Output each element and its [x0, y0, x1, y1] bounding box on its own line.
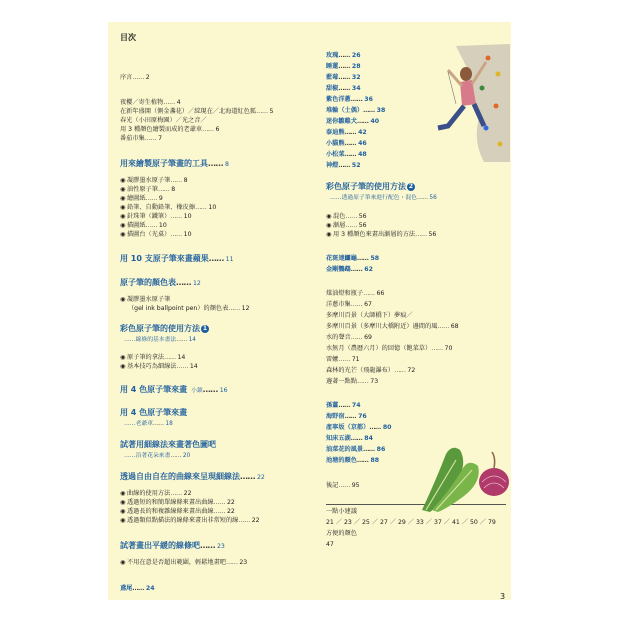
bullet-icon: ◉: [120, 204, 126, 211]
toc-page-number: 80: [380, 424, 392, 431]
leader-dots: ……: [153, 421, 164, 427]
toc-entry[interactable]: [120, 472, 265, 483]
toc-entry-title: 試著畫出平緩的線條吧: [120, 541, 200, 550]
toc-page-number: 48: [355, 151, 367, 158]
leader-dots: ……: [228, 305, 240, 312]
leader-dots: ……: [170, 231, 182, 238]
toc-entry-title: 凝膠墨水原子筆: [127, 296, 171, 303]
leader-dots: ……: [195, 204, 207, 211]
toc-page-number: 22: [225, 499, 235, 506]
leader-dots: ……: [238, 517, 250, 524]
toc-entry-title: 花斑連鱷龜: [326, 255, 357, 262]
toc-entry[interactable]: [326, 85, 361, 93]
leader-dots: ……: [356, 457, 369, 464]
toc-entry-title: 後記: [326, 482, 339, 489]
toc-page-number: 16: [217, 387, 228, 394]
toc-entry-title: 夜櫻／寄生植物: [120, 99, 164, 106]
toc-entry-title: 彩色原子筆的使用方法: [326, 182, 406, 191]
leader-dots: ……: [256, 108, 268, 115]
toc-entry[interactable]: [120, 231, 192, 239]
toc-entry-title: 原子筆的拿法: [127, 354, 165, 361]
toc-entry-title: 透過自由自在的曲線來呈現細線法: [120, 472, 240, 481]
toc-entry[interactable]: [326, 63, 361, 71]
toc-page-number: 12: [191, 280, 201, 287]
leader-dots: ……: [213, 508, 225, 515]
toc-entry[interactable]: [326, 413, 367, 421]
toc-page-number: 38: [374, 107, 386, 114]
leader-dots: ……: [202, 385, 218, 394]
toc-entry[interactable]: [120, 213, 192, 221]
toc-entry-title: 原子筆的顏色表: [120, 278, 176, 287]
leader-dots: ……: [176, 363, 188, 370]
toc-entry[interactable]: [326, 446, 385, 454]
toc-page-number: 71: [349, 356, 360, 363]
toc-page-number: 22: [181, 490, 192, 497]
page-number: 3: [500, 592, 506, 600]
toc-page-number: 76: [355, 413, 367, 420]
toc-entry[interactable]: [120, 222, 167, 230]
leader-dots: ……: [240, 472, 255, 481]
toc-entry-title: 一點小建議: [326, 508, 357, 515]
toc-entry[interactable]: [326, 151, 367, 159]
toc-entry[interactable]: [120, 559, 247, 567]
leader-dots: ……: [345, 213, 357, 220]
toc-entry[interactable]: [120, 585, 155, 593]
toc-entry-title: 小松菜: [326, 151, 345, 158]
toc-entry-title: 用 3 種顏色繪製而成的老爺車: [120, 126, 203, 133]
toc-entry[interactable]: [326, 52, 361, 60]
leader-dots: ……: [363, 446, 375, 453]
toc-entry[interactable]: [124, 336, 196, 344]
toc-page-number: 12: [239, 305, 250, 312]
leader-dots: ……: [356, 378, 369, 385]
toc-page-number: 26: [349, 52, 361, 59]
toc-page-number: 24: [143, 585, 155, 592]
toc-entry-title: 鉛筆、自動鉛筆、橡皮擦: [127, 204, 196, 211]
toc-entry-title: 繪圖紙: [127, 195, 146, 202]
bullet-icon: ◉: [120, 490, 126, 497]
leader-dots: ……: [132, 585, 144, 592]
toc-page-number: 5: [267, 108, 274, 115]
toc-entry[interactable]: [120, 254, 234, 265]
leader-dots: ……: [344, 129, 356, 136]
toc-entry-title: 多摩川百景（多摩川大橋附近）邊間的風: [326, 323, 438, 330]
toc-entry-title: 迷你雛雞犬: [326, 118, 357, 125]
leader-dots: ……: [350, 266, 363, 273]
toc-entry[interactable]: [326, 140, 367, 148]
toc-entry-title: 神燈: [326, 162, 339, 169]
leader-dots: ……: [208, 159, 223, 168]
leader-dots: ……: [338, 402, 350, 409]
toc-page-number: 86: [374, 446, 386, 453]
leader-dots: ……: [350, 435, 363, 442]
leader-dots: ……: [170, 177, 182, 184]
toc-title: 目次: [120, 33, 136, 42]
toc-page-number: 2: [143, 74, 150, 81]
leader-dots: ……: [338, 356, 350, 363]
toc-page-number: 9: [156, 195, 163, 202]
leader-dots: ……: [176, 278, 191, 287]
toc-entry[interactable]: [326, 482, 360, 490]
toc-entry[interactable]: [326, 519, 496, 527]
leader-dots: ……: [338, 162, 350, 169]
bullet-icon: ◉: [120, 559, 126, 566]
leader-dots: ……: [132, 74, 144, 81]
toc-entry[interactable]: [120, 135, 162, 143]
toc-entry[interactable]: [120, 126, 219, 134]
toc-entry[interactable]: [120, 117, 207, 125]
toc-entry-title: 邊著一點點: [326, 378, 357, 385]
toc-entry-title: 金剛鸚鵡: [326, 266, 351, 273]
toc-page-number: 28: [349, 63, 361, 70]
toc-page-number: 56: [356, 213, 367, 220]
toc-entry-title: 油菜花的風景: [326, 446, 364, 453]
toc-entry-title: 方便的顏色: [326, 530, 357, 537]
toc-page-number: 8: [223, 161, 229, 168]
toc-entry-title: 孫薑: [326, 402, 339, 409]
toc-entry[interactable]: [326, 222, 367, 230]
toc-page-number: 22: [255, 474, 265, 481]
toc-entry[interactable]: [120, 440, 216, 450]
toc-entry-title: 知床五湖: [326, 435, 351, 442]
toc-entry-title: 曲線的使用方法: [127, 490, 171, 497]
toc-entry[interactable]: [120, 517, 260, 525]
leader-dots: ……: [208, 254, 224, 263]
toc-entry[interactable]: [326, 255, 379, 263]
leader-dots: ……: [338, 52, 350, 59]
leader-dots: ……: [350, 334, 363, 341]
toc-entry[interactable]: [326, 435, 373, 443]
toc-entry-title: 47: [326, 541, 334, 548]
leader-dots: ……: [344, 151, 356, 158]
toc-page-number: 18: [163, 421, 173, 427]
toc-page-number: 56: [356, 222, 367, 229]
leader-dots: ……: [144, 135, 157, 142]
leader-dots: ……: [344, 140, 356, 147]
toc-entry-title: 藍莓: [326, 74, 339, 81]
toc-entry[interactable]: [120, 354, 185, 362]
toc-entry[interactable]: [326, 334, 372, 342]
toc-entry-title: 水的聲音: [326, 334, 351, 341]
leader-dots: ……: [176, 337, 187, 343]
leader-dots: ……: [437, 323, 449, 330]
toc-entry[interactable]: [120, 99, 181, 107]
bullet-icon: ◉: [120, 195, 126, 202]
bullet-icon: ◉: [120, 296, 126, 303]
toc-entry-title: 針珠筆（鐵筆）: [127, 213, 171, 220]
toc-entry[interactable]: [330, 194, 437, 202]
toc-entry-title: 番茄市集: [120, 135, 145, 142]
leader-dots: ……: [170, 453, 181, 459]
bullet-icon: ◉: [326, 222, 332, 229]
toc-entry-title: 透過長的和複雜線條來畫出曲線: [127, 508, 214, 515]
toc-page-number: 84: [362, 435, 373, 442]
toc-page-number: 8: [181, 177, 188, 184]
toc-entry-title: 池塘的顏色: [326, 457, 357, 464]
bullet-icon: ◉: [120, 508, 126, 515]
leader-dots: ……: [350, 96, 363, 103]
leader-dots: ……: [350, 301, 363, 308]
toc-entry-title: 煤油燈和瓶子: [326, 290, 364, 297]
bullet-icon: ◉: [120, 213, 126, 220]
toc-entry[interactable]: [120, 508, 235, 516]
toc-page-number: 14: [175, 354, 186, 361]
toc-entry-title: 春光（小田原梅園）／光之音／: [120, 117, 207, 124]
toc-entry[interactable]: [124, 452, 190, 460]
leader-dots: ……: [416, 195, 428, 201]
bullet-icon: ◉: [120, 222, 126, 229]
bullet-icon: ◉: [326, 213, 332, 220]
toc-entry[interactable]: [326, 118, 379, 126]
toc-entry-title: 基本技巧為細線法: [127, 363, 177, 370]
toc-entry[interactable]: [120, 159, 229, 170]
toc-page-number: 62: [362, 266, 373, 273]
toc-entry-title: 睡蓮: [326, 63, 339, 70]
toc-entry[interactable]: [326, 356, 360, 364]
toc-entry-title: 產寧坂（京都）: [326, 424, 370, 431]
toc-page-number: 8: [169, 186, 176, 193]
toc-entry-title: 21 ／ 23 ／ 25 ／ 27 ／ 29 ／ 33 ／ 37 ／ 41 ／ 50 ／ 79: [326, 519, 496, 526]
leader-dots: ……: [145, 195, 157, 202]
toc-entry-title: ……沿著花朵來畫: [124, 453, 171, 459]
toc-page-number: 32: [349, 74, 361, 81]
toc-entry[interactable]: [326, 301, 372, 309]
leader-dots: ……: [344, 413, 356, 420]
toc-entry[interactable]: [326, 129, 367, 137]
leader-dots: ……: [338, 85, 350, 92]
toc-page-number: 52: [349, 162, 361, 169]
bullet-icon: ◉: [120, 354, 126, 361]
leader-dots: ……: [163, 99, 175, 106]
toc-entry[interactable]: [120, 278, 201, 289]
leader-dots: ……: [345, 222, 357, 229]
toc-entry-title: 凝膠墨水原子筆: [127, 177, 171, 184]
toc-page-number: 40: [368, 118, 380, 125]
toc-entry-title: 多摩川百景（大師橋下）夢痕／: [326, 312, 413, 319]
leader-dots: ……: [170, 490, 182, 497]
toc-entry[interactable]: [326, 312, 413, 320]
toc-page-number: 34: [349, 85, 361, 92]
toc-page-number: 74: [349, 402, 361, 409]
toc-entry-title: 在新年盛開（側金盞花）／綻現在／北海道紅色狐: [120, 108, 257, 115]
leader-dots: ……: [145, 222, 157, 229]
toc-page-number: 10: [181, 213, 192, 220]
toc-entry[interactable]: [326, 107, 385, 115]
toc-page-number: 42: [355, 129, 367, 136]
toc-entry[interactable]: [120, 108, 273, 116]
toc-page-number: 58: [368, 255, 380, 262]
toc-entry-title: 用 3 種顏色來畫出漸層的方法: [333, 231, 416, 238]
toc-entry-subtitle: 小鎮: [191, 388, 203, 394]
toc-page-number: 10: [206, 204, 217, 211]
toc-entry[interactable]: [326, 96, 373, 104]
toc-entry[interactable]: [326, 367, 415, 375]
toc-entry[interactable]: [120, 324, 209, 334]
toc-page-number: 10: [181, 231, 192, 238]
toc-entry[interactable]: [120, 499, 235, 507]
leader-dots: ……: [170, 213, 182, 220]
bullet-icon: ◉: [326, 231, 332, 238]
toc-page-number: 36: [362, 96, 373, 103]
toc-entry[interactable]: [326, 378, 378, 386]
toc-page-number: 73: [368, 378, 379, 385]
toc-entry[interactable]: [120, 363, 198, 371]
toc-entry-title: 堆輪（土偶）: [326, 107, 364, 114]
toc-entry[interactable]: [326, 508, 357, 516]
bullet-icon: ◉: [120, 517, 126, 524]
leader-dots: ……: [202, 126, 214, 133]
leader-dots: ……: [338, 63, 350, 70]
toc-entry-title: 泰迪熊: [326, 129, 345, 136]
leader-dots: ……: [363, 107, 375, 114]
toc-entry-title: 洋蔥市集: [326, 301, 351, 308]
toc-entry-title: 用 10 支原子筆來畫蘋果: [120, 254, 209, 263]
toc-entry-title: 用 4 色原子筆來畫: [120, 408, 188, 417]
toc-entry[interactable]: [326, 162, 361, 170]
toc-page-number: 46: [355, 140, 367, 147]
toc-entry[interactable]: [326, 290, 384, 298]
toc-page-number: 70: [442, 345, 453, 352]
toc-entry[interactable]: [120, 385, 228, 396]
leader-dots: ……: [157, 186, 170, 193]
toc-entry[interactable]: [128, 305, 250, 313]
toc-entry-title: 漸層: [333, 222, 346, 229]
toc-entry-title: 水無月（農曆六月）的回憶（飽菜草）: [326, 345, 432, 352]
toc-page-number: 67: [362, 301, 372, 308]
toc-entry-title: 油性原子筆: [127, 186, 158, 193]
toc-entry-title: 序言: [120, 74, 133, 81]
toc-entry-title: 海野宿: [326, 413, 345, 420]
toc-entry[interactable]: [326, 74, 361, 82]
toc-entry-title: 森林的光芒（飛龍瀑布）: [326, 367, 395, 374]
toc-entry[interactable]: [326, 266, 373, 274]
bullet-icon: ◉: [120, 231, 126, 238]
leader-dots: ……: [431, 345, 443, 352]
toc-entry-title: 用來繪製原子筆畫的工具: [120, 159, 208, 168]
toc-entry-title: 甜椒: [326, 85, 339, 92]
toc-entry-title: 雷嬤: [326, 356, 339, 363]
toc-page-number: 10: [156, 222, 167, 229]
toc-page-number: 22: [249, 517, 260, 524]
leader-dots: ……: [415, 231, 427, 238]
toc-entry-title: 小貓熊: [326, 140, 345, 147]
toc-entry-title: ……透過原子筆來進行配色・混色: [330, 195, 417, 201]
toc-entry-title: 彩色原子筆的使用方法: [120, 324, 200, 333]
toc-page-number: 22: [225, 508, 235, 515]
toc-page-number: 4: [174, 99, 181, 106]
part-number-badge: 2: [408, 182, 414, 190]
toc-entry[interactable]: [120, 74, 150, 82]
toc-entry[interactable]: [120, 177, 188, 185]
leader-dots: ……: [338, 74, 350, 81]
bullet-icon: ◉: [120, 363, 126, 370]
climber-illustration: [426, 44, 510, 162]
toc-entry-title: 不用在意是否超出範圍，輕鬆地畫吧: [127, 559, 226, 566]
toc-entry[interactable]: [326, 213, 367, 221]
toc-entry-title: 鳶尾: [120, 585, 133, 592]
toc-entry[interactable]: [326, 530, 357, 538]
toc-entry[interactable]: [326, 323, 459, 331]
toc-entry[interactable]: [326, 402, 361, 410]
vegetables-illustration: [416, 440, 511, 512]
toc-page-number: 56: [426, 231, 437, 238]
toc-page-number: 68: [448, 323, 459, 330]
toc-entry-title: 紫色洋蔥: [326, 96, 351, 103]
toc-entry-title: 描圖紙: [127, 222, 146, 229]
bullet-icon: ◉: [120, 186, 126, 193]
toc-entry-title: 透過短的和簡單線條來畫出曲線: [127, 499, 214, 506]
toc-entry[interactable]: [124, 420, 173, 428]
toc-page-number: 7: [156, 135, 163, 142]
toc-page-number: 88: [368, 457, 380, 464]
toc-page-number: 95: [349, 482, 360, 489]
toc-entry[interactable]: [120, 541, 225, 552]
toc-page-number: 69: [362, 334, 372, 341]
leader-dots: ……: [363, 290, 375, 297]
leader-dots: ……: [394, 367, 406, 374]
toc-entry[interactable]: [120, 296, 170, 304]
part-number-badge: 1: [202, 324, 208, 332]
toc-entry-title: ……線條的基本畫法: [124, 337, 177, 343]
toc-entry[interactable]: [326, 424, 391, 432]
toc-page-number: 14: [187, 363, 198, 370]
leader-dots: ……: [213, 499, 225, 506]
toc-entry[interactable]: [120, 195, 163, 203]
toc-entry[interactable]: [326, 345, 452, 353]
toc-entry[interactable]: [120, 408, 187, 418]
leader-dots: ……: [356, 118, 369, 125]
toc-page-number: 20: [180, 453, 191, 459]
toc-entry-title: 試著用細線法來畫著色圖吧: [120, 440, 216, 449]
toc-entry-title: 用 4 色原子筆來畫: [120, 385, 188, 394]
toc-entry[interactable]: [326, 231, 436, 239]
toc-entry-title: ……老爺車: [124, 421, 153, 427]
leader-dots: ……: [369, 424, 381, 431]
toc-entry-title: 混色: [333, 213, 346, 220]
toc-entry[interactable]: [326, 182, 415, 192]
toc-page-number: 11: [223, 256, 234, 263]
leader-dots: ……: [338, 482, 350, 489]
leader-dots: ……: [164, 354, 176, 361]
bullet-icon: ◉: [120, 177, 126, 184]
toc-entry[interactable]: [120, 490, 192, 498]
toc-page-number: 14: [186, 337, 197, 343]
leader-dots: ……: [356, 255, 369, 262]
toc-page-number: 56: [427, 195, 437, 201]
toc-entry-title: 描圖台（光桌）: [127, 231, 171, 238]
leader-dots: ……: [226, 559, 238, 566]
bullet-icon: ◉: [120, 499, 126, 506]
leader-dots: ……: [200, 541, 215, 550]
toc-entry-title: （gel ink ballpoint pen）的顏色表: [128, 305, 229, 312]
toc-page-number: 66: [374, 290, 385, 297]
toc-entry[interactable]: [326, 541, 334, 549]
toc-page-number: 23: [215, 543, 225, 550]
toc-entry-title: 玫瑰: [326, 52, 339, 59]
toc-entry[interactable]: [120, 204, 216, 212]
toc-page-number: 6: [213, 126, 220, 133]
toc-entry[interactable]: [120, 186, 175, 194]
toc-page: [108, 22, 511, 600]
toc-entry[interactable]: [326, 457, 379, 465]
toc-page-number: 72: [405, 367, 416, 374]
toc-page-number: 23: [237, 559, 248, 566]
toc-entry-title: 透過類似點描法的線條來畫出非常短的線: [127, 517, 239, 524]
